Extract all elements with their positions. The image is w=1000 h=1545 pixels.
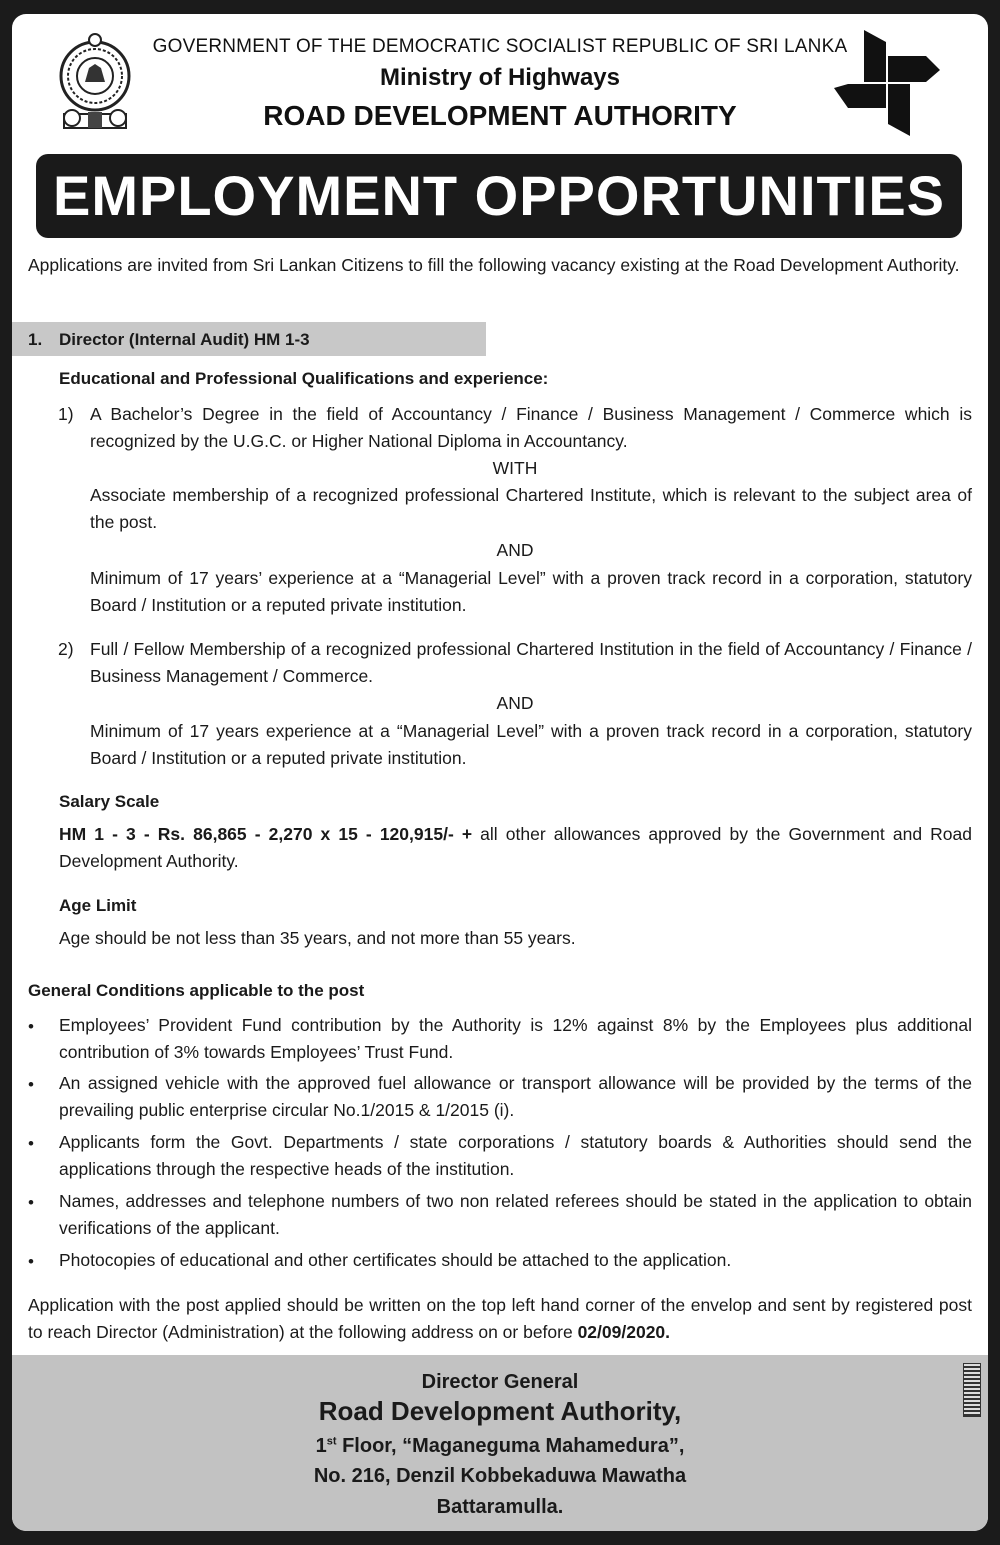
age-heading: Age Limit [59, 896, 137, 915]
qualification-1-number: 1) [58, 404, 74, 424]
header-ministry: Ministry of Highways [379, 64, 621, 91]
footer-director-general: Director General [421, 1371, 579, 1393]
header-government: GOVERNMENT OF THE DEMOCRATIC SOCIALIST REPUBLIC OF SRI LANKA [152, 36, 848, 57]
closing-text: Application with the post applied should be written on the top left hand corner of the envelop and sent by registered post to reach Director (Administration) at the following address on or before [28, 1295, 972, 1342]
address-footer [12, 1355, 988, 1531]
qualification-1-membership: Associate membership of a recognized professional Chartered Institute, which is relevant to the subject area of the post. [90, 485, 972, 532]
qualification-1-with: WITH [492, 458, 538, 478]
qualification-2-and: AND [496, 693, 534, 713]
footer-street: No. 216, Denzil Kobbekaduwa Mawatha [313, 1465, 687, 1487]
salary-allowances: all other allowances approved by the Government and Road Development Authority. [59, 824, 972, 871]
bullet-icon: • [28, 1075, 34, 1094]
general-conditions-heading: General Conditions applicable to the post [28, 981, 365, 1000]
salary-text [59, 821, 972, 875]
qr-code-icon [963, 1363, 981, 1417]
employment-banner: EMPLOYMENT OPPORTUNITIES [36, 154, 962, 238]
post-number: 1. [28, 330, 43, 349]
footer-floor-number: 1 [315, 1435, 327, 1457]
footer-floor-suffix: st [326, 1435, 337, 1448]
condition-item: Applicants form the Govt. Departments / state corporations / statutory boards & Authorities should send the applications through the respective heads of the institution. [59, 1132, 972, 1179]
qualification-2-number: 2) [58, 639, 74, 659]
qualification-2-experience: Minimum of 17 years experience at a “Managerial Level” with a proven track record in a corporation, statutory Board / Institution or a reputed private institution. [90, 721, 972, 768]
bullet-icon: • [28, 1134, 34, 1153]
footer-floor-building: Floor, “Maganeguma Mahamedura”, [336, 1435, 685, 1457]
intro-paragraph: Applications are invited from Sri Lankan Citizens to fill the following vacancy existing at the Road Development Authority. [28, 255, 960, 275]
condition-item: Photocopies of educational and other certificates should be attached to the application. [59, 1250, 732, 1270]
bullet-icon: • [28, 1193, 34, 1212]
closing-paragraph [28, 1292, 972, 1346]
qualification-2-membership: Full / Fellow Membership of a recognized professional Chartered Institution in the field of Accountancy / Finance / Business Management / Commerce. [90, 639, 972, 686]
salary-scale: HM 1 - 3 - Rs. 86,865 - 2,270 x 15 - 120,915/- + [59, 824, 473, 844]
condition-item: An assigned vehicle with the approved fuel allowance or transport allowance will be provided by the terms of the prevailing public enterprise circular No.1/2015 & 1/2015 (i). [59, 1073, 972, 1120]
qualification-1-degree: A Bachelor’s Degree in the field of Accountancy / Finance / Business Management / Commerce which is recognized by the U.G.C. or Higher National Diploma in Accountancy. [90, 404, 972, 451]
advertisement-page [12, 14, 988, 1531]
qualifications-heading: Educational and Professional Qualifications and experience: [59, 369, 549, 388]
header-authority: ROAD DEVELOPMENT AUTHORITY [263, 100, 737, 131]
bullet-icon: • [28, 1017, 34, 1036]
condition-item: Names, addresses and telephone numbers of two non related referees should be stated in the application to obtain verifications of the applicant. [59, 1191, 972, 1238]
footer-authority: Road Development Authority, [318, 1396, 682, 1426]
bullet-icon: • [28, 1252, 34, 1271]
closing-date: 02/09/2020. [577, 1322, 671, 1342]
salary-heading: Salary Scale [59, 792, 160, 811]
post-title: Director (Internal Audit) HM 1-3 [59, 330, 310, 349]
footer-floor [12, 1435, 988, 1458]
age-text: Age should be not less than 35 years, and not more than 55 years. [59, 928, 576, 948]
qualification-1-and: AND [496, 540, 534, 560]
condition-item: Employees’ Provident Fund contribution by the Authority is 12% against 8% by the Employees plus additional contribution of 3% towards Employees’ Trust Fund. [59, 1015, 972, 1062]
qualification-1-experience: Minimum of 17 years’ experience at a “Managerial Level” with a proven track record in a corporation, statutory Board / Institution or a reputed private institution. [90, 568, 972, 615]
footer-city: Battaramulla. [436, 1496, 564, 1518]
